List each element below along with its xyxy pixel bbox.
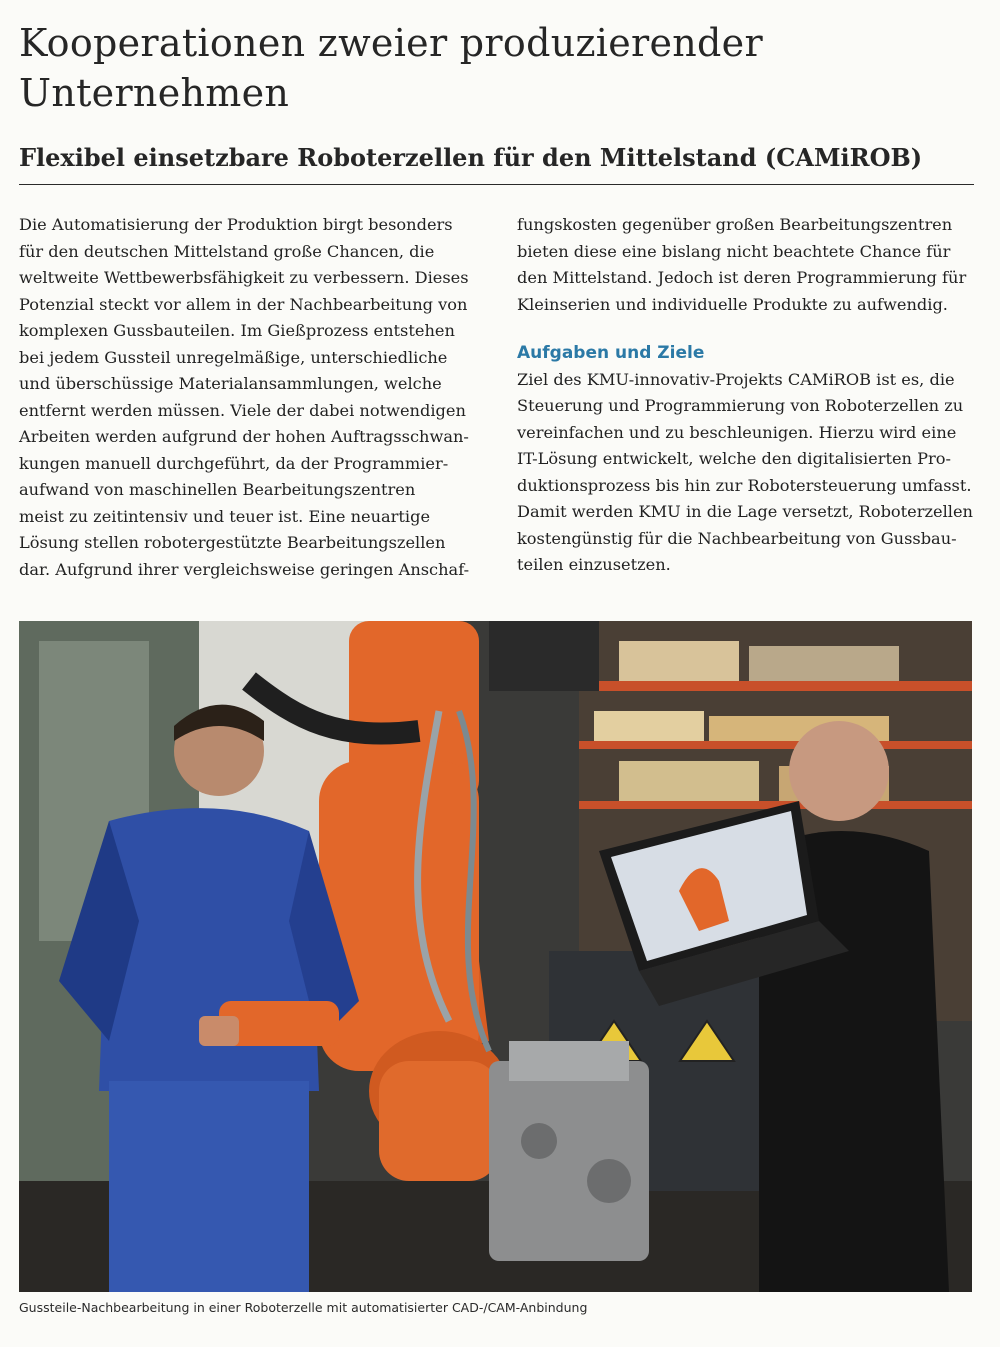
text-line: meist zu zeitintensiv und teuer ist. Eine neuartige	[19, 506, 431, 526]
paragraph-intro	[19, 212, 479, 583]
text-line: Arbeiten werden aufgrund der hohen Auftragsschwan-	[19, 427, 469, 446]
text-line: teilen einzusetzen.	[517, 555, 671, 574]
text-line: weltweite Wettbewerbsfähigkeit zu verbessern. Dieses	[19, 268, 469, 287]
text-column-right	[517, 212, 977, 579]
text-line: und überschüssige Materialansammlungen, welche	[19, 374, 442, 393]
page-subtitle: Flexibel einsetzbare Roboterzellen für den Mittelstand (CAMiROB)	[19, 143, 923, 172]
text-line: Lösung stellen robotergestützte Bearbeitungszellen	[19, 533, 446, 552]
text-line: entfernt werden müssen. Viele der dabei notwendigen	[19, 400, 466, 420]
text-line: vereinfachen und zu beschleunigen. Hierzu wird eine	[517, 422, 957, 442]
text-line: Potenzial steckt vor allem in der Nachbearbeitung von	[19, 294, 468, 314]
text-line: fungskosten gegenüber großen Bearbeitungszentren	[517, 215, 953, 234]
text-line: Kleinserien und individuelle Produkte zu aufwendig.	[517, 294, 948, 314]
title-line-1: Kooperationen zweier produzierender	[19, 21, 763, 65]
header-divider	[19, 184, 974, 185]
text-line: Die Automatisierung der Produktion birgt besonders	[19, 215, 453, 234]
photo-caption: Gussteile-Nachbearbeitung in einer Roboterzelle mit automatisierter CAD-/CAM-Anbindung	[19, 1300, 588, 1315]
text-line: kostengünstig für die Nachbearbeitung von Gussbau-	[517, 528, 957, 548]
page-title	[19, 18, 919, 118]
text-line: bieten diese eine bislang nicht beachtete Chance für	[517, 241, 951, 261]
text-column-left	[19, 212, 479, 583]
text-line: dar. Aufgrund ihrer vergleichsweise geringen Anschaf-	[19, 559, 470, 579]
paragraph-goals	[517, 367, 977, 579]
text-line: IT-Lösung entwickelt, welche den digitalisierten Pro-	[517, 449, 951, 468]
text-line: Steuerung und Programmierung von Roboterzellen zu	[517, 396, 964, 415]
photo-robot-cell	[19, 621, 972, 1292]
text-line: kungen manuell durchgeführt, da der Programmier-	[19, 453, 449, 473]
paragraph-continued	[517, 212, 977, 318]
section-heading-aufgaben: Aufgaben und Ziele	[517, 343, 705, 363]
text-line: komplexen Gussbauteilen. Im Gießprozess entstehen	[19, 321, 455, 340]
text-line: Ziel des KMU-innovativ-Projekts CAMiROB ist es, die	[517, 369, 955, 389]
text-line: den Mittelstand. Jedoch ist deren Programmierung für	[517, 268, 967, 287]
text-line: aufwand von maschinellen Bearbeitungszentren	[19, 480, 416, 499]
text-line: Damit werden KMU in die Lage versetzt, Roboterzellen	[517, 502, 973, 521]
text-line: bei jedem Gussteil unregelmäßige, unterschiedliche	[19, 347, 448, 367]
text-line: für den deutschen Mittelstand große Chancen, die	[19, 241, 435, 261]
title-line-2: Unternehmen	[19, 71, 290, 115]
text-line: duktionsprozess bis hin zur Robotersteuerung umfasst.	[517, 475, 972, 495]
